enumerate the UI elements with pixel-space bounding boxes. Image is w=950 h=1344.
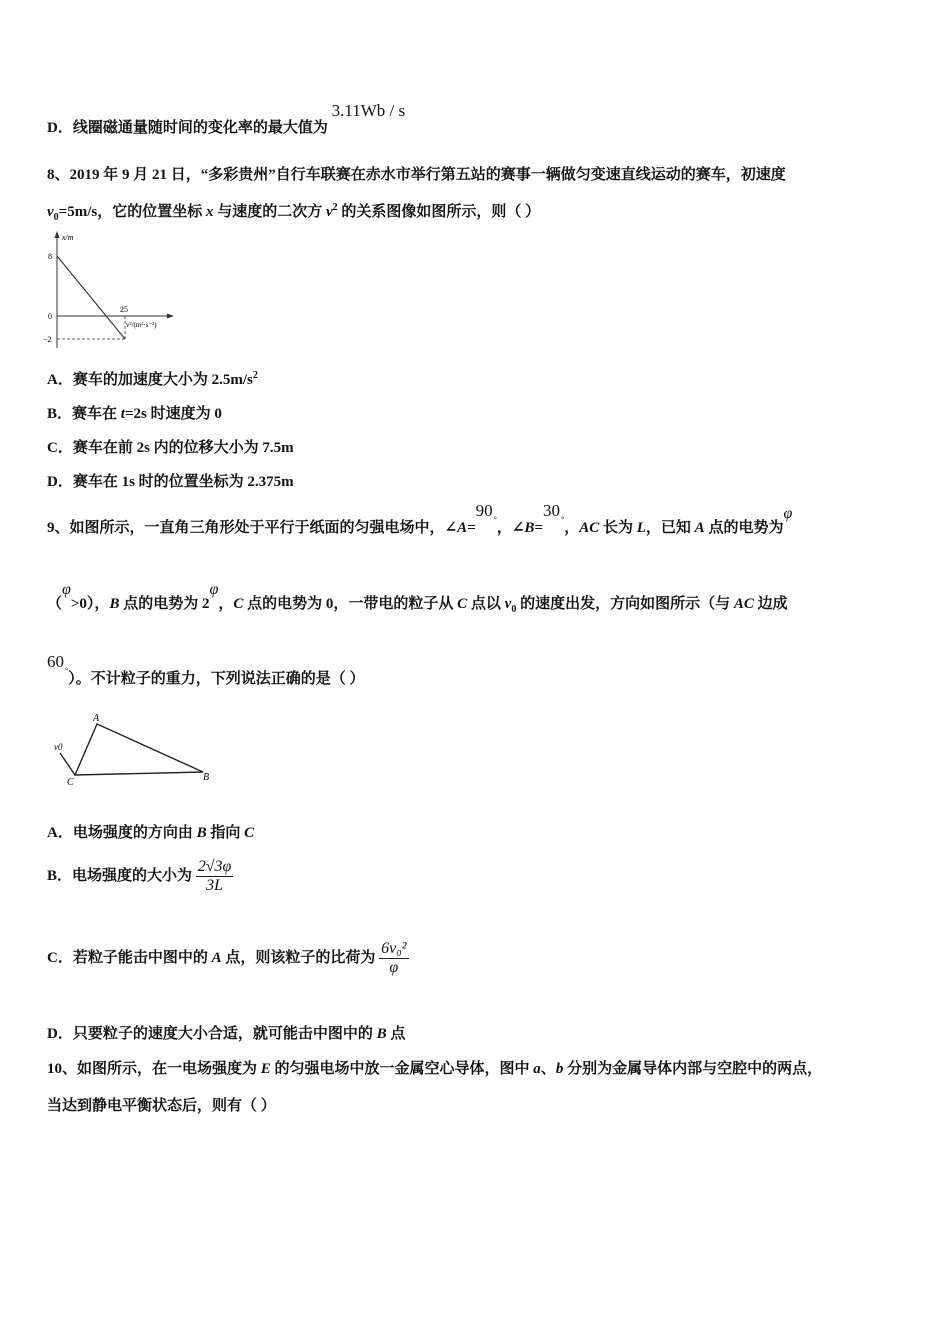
q10-l1-b: 的匀强电场中放一金属空心导体，图中 (270, 1061, 534, 1077)
q8-option-b (47, 402, 222, 423)
q9-angle-b: ∠B= (511, 520, 543, 536)
q9-option-b-num: 2√3φ (197, 858, 232, 875)
q9-l1-e: 点的电势为 (704, 520, 784, 536)
q9-val-30: 30 (542, 501, 560, 520)
q8-text-b: =5m/s，它的位置坐标 (58, 204, 206, 220)
q10-l1-c: 、 (540, 1061, 556, 1077)
q8-graph (40, 228, 190, 353)
q8-text-c: 与速度的二次方 (213, 204, 326, 220)
q9-option-c (47, 940, 409, 977)
q9-val-90: 90 (475, 501, 493, 520)
q9-a: A (694, 520, 705, 536)
q7-option-d-value: 3.11Wb / s (331, 101, 406, 120)
q9-option-c-num: 6v₀² (381, 940, 407, 957)
q9-l2-d: ， (218, 596, 234, 612)
q8-option-a-text: A．赛车的加速度大小为 2.5m/s (47, 372, 253, 388)
q9-fig-label-b: B (203, 772, 210, 783)
q10-point-b: b (555, 1061, 564, 1077)
q9-option-d (47, 1022, 405, 1043)
q9-triangle-figure (48, 710, 218, 790)
q9-option-d-B: B (376, 1026, 387, 1042)
q9-fig-label-a: A (93, 713, 100, 724)
q9-l1-b: ， (564, 520, 580, 536)
q9-l2-h: 边成 (753, 596, 788, 612)
q9-l2-v0: v (504, 596, 512, 612)
q9-option-b-text: B．电场强度的大小为 (47, 867, 193, 884)
q9-fig-label-c: C (67, 777, 74, 788)
q8-option-b-a: B．赛车在 (47, 406, 121, 422)
q8-v: v (47, 204, 54, 220)
q8-v2: v (326, 204, 333, 220)
q9-fig-label-v0: v0 (54, 742, 63, 752)
q9-stem-line2 (47, 581, 788, 615)
q10-point-a: a (533, 1061, 541, 1077)
q10-l1-a: 10、如图所示，在一电场强度为 (47, 1061, 261, 1077)
q8-option-b-b: =2s 时速度为 0 (124, 406, 222, 422)
q9-l2-c: 点的电势为 2 (119, 596, 210, 612)
q9-option-b-den: 3L (206, 877, 224, 894)
q8-graph-y-tick-neg2: −2 (43, 335, 52, 344)
q9-option-a-C: C (244, 825, 255, 841)
q9-l1-a: 9、如图所示，一直角三角形处于平行于纸面的匀强电场中， (47, 520, 445, 536)
q9-ac: AC (579, 520, 600, 536)
q9-l2-a: （ (47, 596, 63, 612)
q9-l: L (636, 520, 646, 536)
q9-l2-v0-sub: 0 (511, 604, 517, 615)
q9-option-a-b: 指向 (206, 825, 245, 841)
q9-l3-text: ）。不计粒子的重力，下列说法正确的是（ ） (68, 671, 365, 687)
q9-stem-line3: 60°）。不计粒子的重力，下列说法正确的是（ ） (47, 652, 365, 687)
q9-l2-e: 点的电势为 0，一带电的粒子从 (243, 596, 458, 612)
q10-stem-line2: 当达到静电平衡状态后，则有（ ） (47, 1098, 276, 1114)
q8-option-a-sup: 2 (252, 370, 258, 381)
q8-graph-x-tick-25: 25 (120, 305, 128, 314)
q8-graph-y-label: x/m (62, 233, 74, 242)
q9-l2-f: 点以 (467, 596, 505, 612)
q8-text-d: 的关系图像如图所示，则（ ） (337, 204, 541, 220)
q9-val-60: 60 (47, 652, 64, 671)
q8-graph-y-tick-8: 8 (48, 252, 52, 261)
q9-option-a (47, 821, 254, 842)
q8-graph-x-label: v²/(m²·s⁻²) (126, 321, 157, 329)
q9-option-b-fraction (196, 858, 234, 895)
q9-angle-a: ∠A= (444, 520, 476, 536)
q10-stem-line1 (47, 1057, 822, 1078)
q7-option-d (47, 101, 406, 137)
q9-l1-d: ，已知 (645, 520, 695, 536)
q9-option-c-b: 点，则该粒子的比荷为 (221, 949, 376, 966)
q10-E: E (260, 1061, 271, 1077)
q10-l1-d: 分别为金属导体内部与空腔中的两点， (563, 1061, 823, 1077)
q8-v2-sup: 2 (332, 202, 338, 213)
q9-option-a-a: A．电场强度的方向由 (47, 825, 197, 841)
q9-option-b (47, 858, 233, 895)
q9-l2-AC: AC (733, 596, 754, 612)
q9-phi-1: φ (783, 505, 793, 522)
q8-stem-line2 (47, 200, 540, 223)
q9-l2-B: B (109, 596, 120, 612)
q9-l1-c: 长为 (599, 520, 637, 536)
q8-option-b-t: t (120, 406, 125, 422)
q9-phi-2: φ (62, 581, 71, 598)
q7-option-d-text: D．线圈磁通量随时间的变化率的最大值为 (47, 120, 328, 136)
q8-graph-origin: 0 (48, 312, 52, 321)
q9-option-c-fraction (379, 940, 408, 977)
q9-option-c-A: A (211, 949, 222, 966)
q8-option-d: D．赛车在 1s 时的位置坐标为 2.375m (47, 474, 294, 490)
q9-sep: ， (496, 520, 512, 536)
q9-option-c-den: φ (389, 959, 399, 976)
q9-l2-b: >0）， (70, 596, 110, 612)
q9-option-a-B: B (196, 825, 207, 841)
q9-l2-C: C (233, 596, 244, 612)
q9-stem-line1: 9、如图所示，一直角三角形处于平行于纸面的匀强电场中，∠A=90°，∠B=30°，AC 长为 L，已知 A 点的电势为φ (47, 501, 793, 536)
q9-option-d-b: 点 (386, 1026, 406, 1042)
q8-x: x (205, 204, 214, 220)
q8-option-a (47, 368, 258, 389)
q9-l2-C2: C (457, 596, 468, 612)
q8-option-c: C．赛车在前 2s 内的位移大小为 7.5m (47, 440, 294, 456)
q8-stem-line1: 8、2019 年 9 月 21 日，“多彩贵州”自行车联赛在赤水市举行第五站的赛事一辆做匀变速直线运动的赛车，初速度 (47, 167, 786, 183)
q9-phi-3: φ (209, 581, 219, 598)
q9-option-d-a: D．只要粒子的速度大小合适，就可能击中图中的 (47, 1026, 377, 1042)
q8-v-sub: 0 (53, 212, 59, 223)
q9-option-c-a: C．若粒子能击中图中的 (47, 949, 212, 966)
q9-l2-g: 的速度出发，方向如图所示（与 (516, 596, 734, 612)
